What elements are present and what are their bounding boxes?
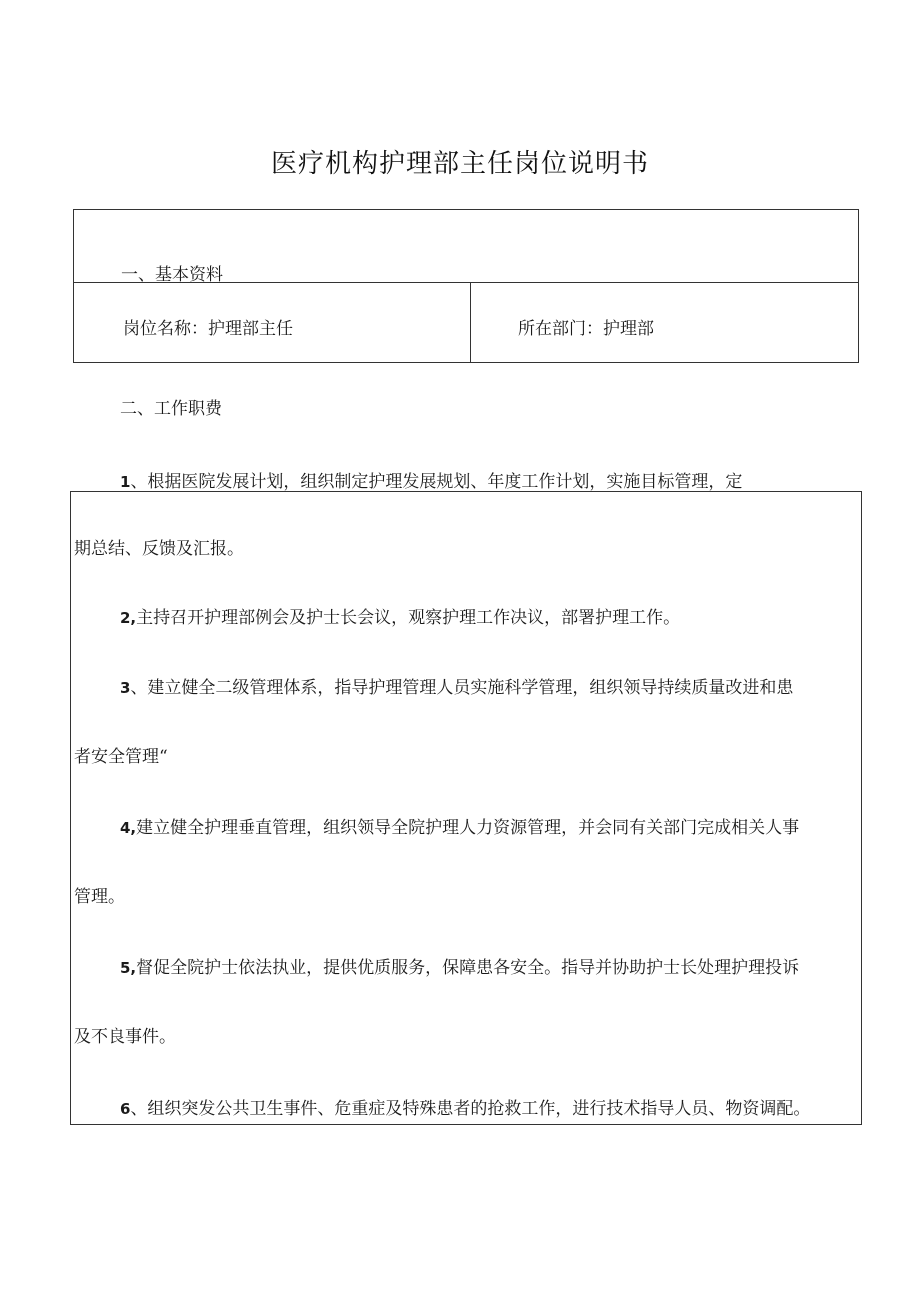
duty-1-line-1	[120, 467, 742, 492]
duty-5-number: 5,	[120, 959, 137, 977]
duty-1-text: 、根据医院发展计划，组织制定护理发展规划、年度工作计划，实施目标管理，定	[130, 472, 743, 492]
section-heading-basic-info: 一、基本资料	[121, 265, 223, 285]
duty-4-line-1	[120, 813, 799, 838]
position-name-cell: 岗位名称：护理部主任	[123, 319, 293, 339]
department-cell: 所在部门：护理部	[518, 319, 654, 339]
duty-4-line-2: 管理。	[74, 887, 125, 907]
duty-6-text: 、组织突发公共卫生事件、危重症及特殊患者的抢救工作，进行技术指导人员、物资调配。	[130, 1099, 811, 1119]
duty-5-line-2: 及不良事件。	[74, 1027, 176, 1047]
duty-6-line-1	[120, 1094, 810, 1119]
duty-1-line-2: 期总结、反馈及汇报。	[74, 539, 244, 559]
duty-4-number: 4,	[120, 819, 137, 837]
duty-5-line-1	[120, 953, 799, 978]
duty-3-number: 3	[120, 679, 131, 697]
duty-6-number: 6	[120, 1100, 131, 1118]
section-heading-duties: 二、工作职费	[120, 399, 222, 419]
duty-2-line-1	[120, 603, 680, 628]
duty-3-line-2: 者安全管理“	[74, 747, 168, 767]
basic-info-table	[73, 209, 859, 363]
duty-2-text: 主持召开护理部例会及护士长会议，观察护理工作决议，部署护理工作。	[136, 608, 681, 628]
duty-5-text: 督促全院护士依法执业，提供优质服务，保障患各安全。指导并协助护士长处理护理投诉	[136, 958, 800, 978]
duty-2-number: 2,	[120, 609, 137, 627]
duty-3-text: 、建立健全二级管理体系，指导护理管理人员实施科学管理，组织领导持续质量改进和患	[130, 678, 794, 698]
cell-divider	[470, 283, 471, 363]
duties-box	[70, 491, 862, 1125]
document-title: 医疗机构护理部主任岗位说明书	[270, 149, 649, 179]
duty-3-line-1	[120, 673, 793, 698]
basic-info-row	[74, 282, 858, 363]
duty-1-number: 1	[120, 473, 131, 491]
duty-4-text: 建立健全护理垂直管理，组织领导全院护理人力资源管理，并会同有关部门完成相关人事	[136, 818, 800, 838]
